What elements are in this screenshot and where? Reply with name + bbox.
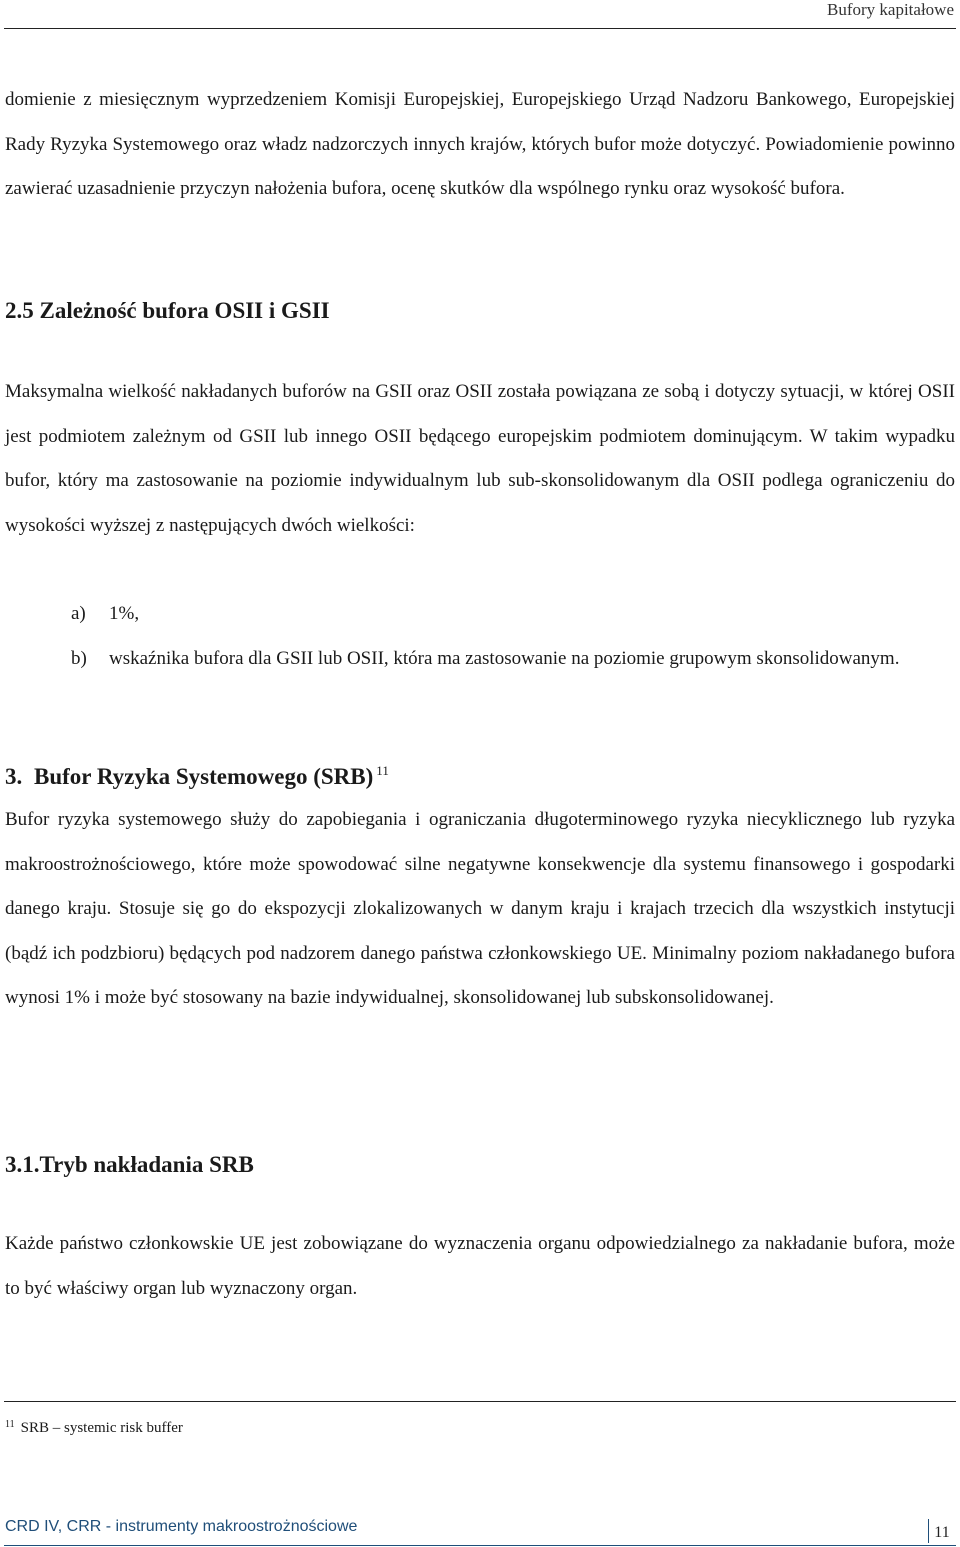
section-3-1-heading bbox=[5, 1150, 254, 1180]
section-3-1-paragraph: Każde państwo członkowskie UE jest zobowiązane do wyznaczenia organu odpowiedzialnego za nakładanie bufora, może to być właściwy organ lub wyznaczony organ. bbox=[5, 1233, 955, 1299]
section-2-5-paragraph: Maksymalna wielkość nakładanych buforów na GSII oraz OSII została powiązana ze sobą i dotyczy sytuacji, w której OSII jest podmiotem zależnym od GSII lub innego OSII będącego europejskim podmiotem dominującym. W takim wypadku bufor, który ma zastosowanie na poziomie indywidualnym lub sub-skonsolidowanym dla OSII podlega ograniczeniu do wysokości wyższej z następujących dwóch wielkości: bbox=[5, 381, 955, 536]
header-divider bbox=[4, 28, 956, 29]
footnote-reference[interactable]: 11 bbox=[376, 763, 389, 778]
running-header: Bufory kapitałowe bbox=[827, 0, 954, 19]
section-3-heading bbox=[5, 756, 389, 792]
section-number: 3. bbox=[5, 764, 23, 789]
footnote-divider bbox=[4, 1401, 956, 1402]
intro-paragraph: domienie z miesięcznym wyprzedzeniem Komisji Europejskiej, Europejskiego Urząd Nadzoru Bankowego, Europejskiej Rady Ryzyka Systemowego oraz władz nadzorczych innych krajów, których bufor może dotyczyć. Powiadomienie powinno zawierać uzasadnienie przyczyn nałożenia bufora, ocenę skutków dla wspólnego rynku oraz wysokość bufora. bbox=[5, 89, 955, 199]
section-number: 3.1. bbox=[5, 1152, 40, 1177]
footnote bbox=[5, 1414, 183, 1439]
footnote-text: SRB – systemic risk buffer bbox=[20, 1420, 183, 1436]
footnote-number: 11 bbox=[5, 1419, 15, 1430]
list-marker: b) bbox=[71, 648, 87, 669]
list-item-a bbox=[71, 592, 955, 637]
page-number: 11 bbox=[928, 1519, 955, 1543]
section-title: Bufor Ryzyka Systemowego (SRB) bbox=[34, 764, 374, 789]
list-item-text: wskaźnika bufora dla GSII lub OSII, która ma zastosowanie na poziomie grupowym skonsolidowanym. bbox=[109, 648, 900, 669]
footer-title: CRD IV, CRR - instrumenty makroostrożnościowe bbox=[5, 1518, 358, 1535]
section-2-5-heading bbox=[5, 296, 330, 326]
list-item-b bbox=[71, 637, 955, 682]
list-item-text: 1%, bbox=[109, 603, 140, 624]
list-marker: a) bbox=[71, 603, 86, 624]
section-title: Zależność bufora OSII i GSII bbox=[39, 298, 330, 323]
section-title: Tryb nakładania SRB bbox=[39, 1152, 254, 1177]
section-number: 2.5 bbox=[5, 298, 34, 323]
section-3-paragraph: Bufor ryzyka systemowego służy do zapobiegania i ograniczania długoterminowego ryzyka niecyklicznego lub ryzyka makroostrożnościowego, które może spowodować silne negatywne konsekwencje dla systemu finansowego i gospodarki danego kraju. Stosuje się go do ekspozycji zlokalizowanych w danym kraju i krajach trzecich dla wszystkich instytucji (bądź ich podzbioru) będących pod nadzorem danego państwa członkowskiego UE. Minimalny poziom nakładanego bufora wynosi 1% i może być stosowany na bazie indywidualnej, skonsolidowanej lub subskonsolidowanej. bbox=[5, 809, 955, 1008]
footer-divider bbox=[4, 1545, 956, 1546]
